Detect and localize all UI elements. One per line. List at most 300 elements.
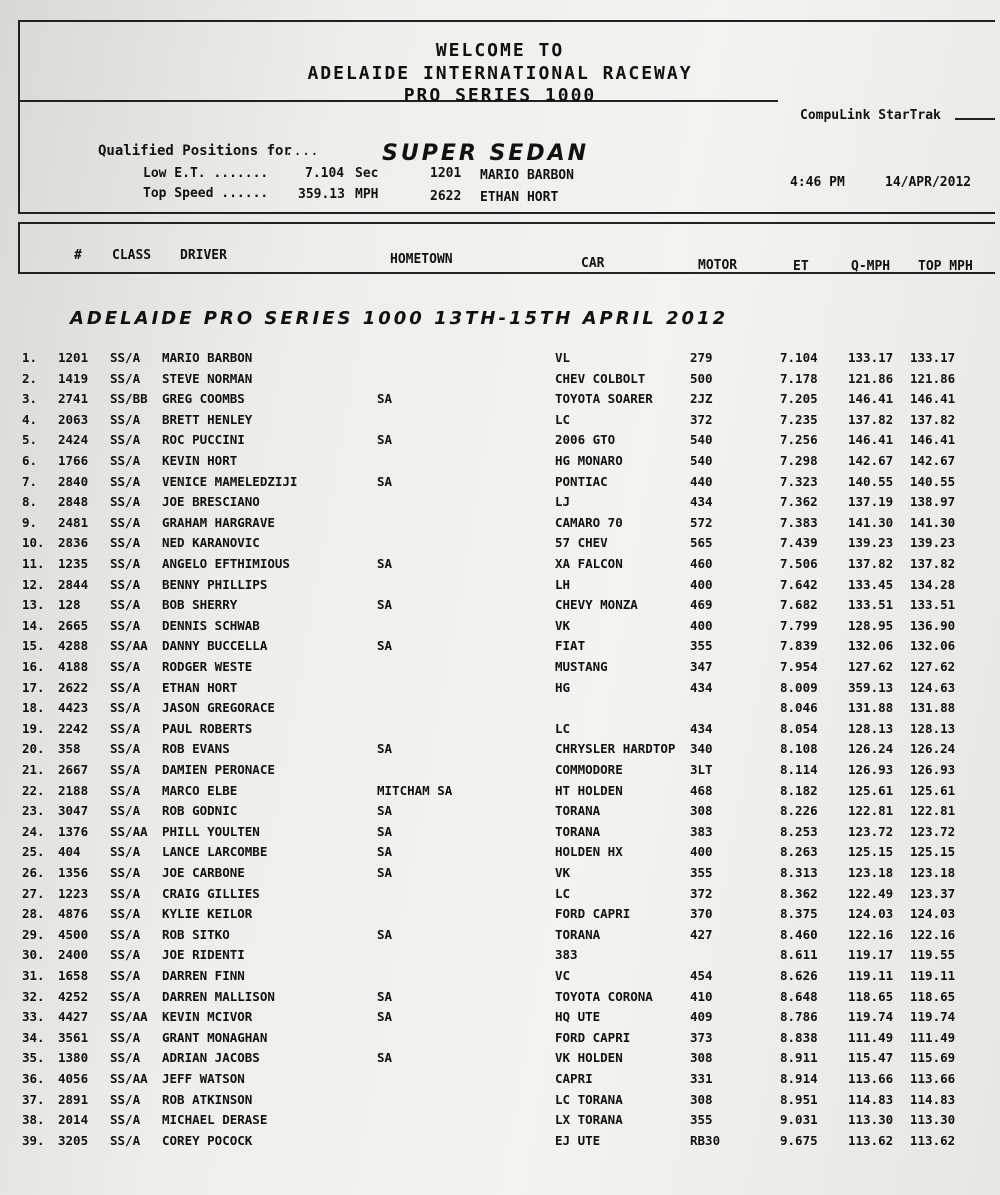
cell-position: 23. [22, 803, 45, 819]
table-row [0, 824, 1000, 844]
cell-car: 2006 GTO [555, 432, 616, 448]
cell-motor: 434 [690, 679, 713, 695]
cell-driver: DARREN FINN [162, 968, 245, 983]
cell-q-mph: 119.11 [848, 968, 894, 983]
cell-position: 33. [22, 1009, 45, 1025]
cell-q-mph: 142.67 [848, 453, 894, 468]
cell-q-mph: 359.13 [848, 679, 894, 695]
cell-car-number: 404 [58, 844, 81, 860]
cell-et: 7.362 [780, 494, 818, 510]
cell-driver: KEVIN MCIVOR [162, 1009, 253, 1025]
cell-top-mph: 123.37 [910, 885, 956, 901]
cell-top-mph: 124.63 [910, 679, 956, 695]
cell-motor: 2JZ [690, 391, 713, 407]
cell-position: 38. [22, 1112, 45, 1128]
cell-et: 7.799 [780, 617, 818, 633]
cell-motor: 468 [690, 782, 713, 798]
cell-et: 8.362 [780, 885, 818, 901]
cell-car: PONTIAC [555, 473, 608, 489]
cell-top-mph: 111.49 [910, 1029, 956, 1045]
table-row [0, 535, 1000, 555]
cell-class: SS/A [110, 535, 141, 551]
cell-car: COMMODORE [555, 762, 623, 777]
print-time: 4:46 PM [790, 175, 845, 190]
cell-car-number: 2840 [58, 473, 89, 489]
table-row [0, 515, 1000, 535]
cell-class: SS/A [110, 1050, 141, 1066]
table-row [0, 1030, 1000, 1050]
cell-et: 7.104 [780, 350, 818, 365]
cell-car-number: 4876 [58, 906, 89, 922]
cell-top-mph: 119.55 [910, 947, 956, 963]
cell-motor: 279 [690, 350, 713, 365]
cell-motor: 409 [690, 1009, 713, 1025]
col-driver: DRIVER [180, 248, 227, 263]
col-topmph: TOP MPH [918, 259, 973, 274]
cell-car-number: 3047 [58, 803, 89, 819]
table-row [0, 721, 1000, 741]
cell-position: 32. [22, 988, 45, 1004]
cell-top-mph: 141.30 [910, 514, 956, 530]
cell-motor: 383 [690, 823, 713, 839]
cell-motor: 331 [690, 1071, 713, 1086]
table-row [0, 803, 1000, 823]
cell-class: SS/AA [110, 1009, 148, 1025]
cell-car-number: 2188 [58, 782, 89, 798]
cell-position: 3. [22, 391, 38, 407]
cell-et: 8.648 [780, 988, 818, 1004]
cell-car: CHEV COLBOLT [555, 370, 646, 386]
cell-q-mph: 111.49 [848, 1029, 894, 1045]
cell-et: 8.626 [780, 968, 818, 983]
cell-top-mph: 142.67 [910, 453, 956, 468]
cell-et: 8.182 [780, 782, 818, 798]
cell-car: TORANA [555, 926, 601, 942]
cell-q-mph: 126.93 [848, 762, 894, 777]
cell-driver: ROB EVANS [162, 741, 230, 757]
qualified-dots: .... [285, 143, 319, 159]
cell-car: MUSTANG [555, 659, 608, 674]
cell-et: 7.178 [780, 370, 818, 386]
table-row [0, 556, 1000, 576]
col-qmph: Q-MPH [851, 259, 891, 274]
cell-car-number: 358 [58, 741, 81, 757]
column-header-frame [18, 222, 995, 274]
cell-car-number: 2741 [58, 391, 89, 407]
table-row [0, 989, 1000, 1009]
table-row [0, 680, 1000, 700]
cell-top-mph: 124.03 [910, 906, 956, 922]
cell-q-mph: 124.03 [848, 906, 894, 922]
cell-motor: 400 [690, 617, 713, 633]
cell-class: SS/A [110, 659, 141, 674]
cell-motor: 373 [690, 1029, 713, 1045]
cell-q-mph: 113.30 [848, 1112, 894, 1128]
cell-position: 36. [22, 1071, 45, 1086]
cell-driver: MICHAEL DERASE [162, 1112, 268, 1128]
cell-class: SS/A [110, 514, 141, 530]
cell-car-number: 2481 [58, 514, 89, 530]
cell-car-number: 3561 [58, 1029, 89, 1045]
cell-class: SS/A [110, 947, 141, 963]
cell-class: SS/A [110, 720, 141, 736]
cell-car: CAPRI [555, 1071, 593, 1086]
cell-car: HT HOLDEN [555, 782, 623, 798]
cell-motor: 308 [690, 1091, 713, 1107]
title-welcome: WELCOME TO [435, 40, 565, 61]
cell-driver: GRANT MONAGHAN [162, 1029, 268, 1045]
cell-position: 12. [22, 576, 45, 592]
cell-position: 35. [22, 1050, 45, 1066]
cell-position: 5. [22, 432, 38, 448]
cell-car-number: 2848 [58, 494, 89, 510]
cell-car: VK [555, 865, 571, 880]
cell-top-mph: 126.24 [910, 741, 956, 757]
cell-car: VK HOLDEN [555, 1050, 623, 1066]
cell-q-mph: 118.65 [848, 988, 894, 1004]
cell-car-number: 2424 [58, 432, 89, 448]
cell-motor: 572 [690, 514, 713, 530]
cell-position: 34. [22, 1029, 45, 1045]
table-row [0, 1050, 1000, 1070]
cell-car-number: 2014 [58, 1112, 89, 1128]
cell-class: SS/AA [110, 638, 148, 654]
cell-class: SS/A [110, 1112, 141, 1128]
cell-et: 9.675 [780, 1132, 818, 1148]
cell-car: CAMARO 70 [555, 514, 623, 530]
cell-position: 19. [22, 720, 45, 736]
cell-car-number: 2665 [58, 617, 89, 633]
cell-et: 7.642 [780, 576, 818, 592]
cell-top-mph: 133.51 [910, 597, 956, 613]
cell-class: SS/A [110, 865, 141, 880]
cell-q-mph: 123.72 [848, 823, 894, 839]
cell-car: VC [555, 968, 571, 983]
cell-driver: LANCE LARCOMBE [162, 844, 268, 860]
cell-position: 10. [22, 535, 45, 551]
cell-et: 8.375 [780, 906, 818, 922]
cell-hometown: SA [377, 473, 393, 489]
top-speed-number: 2622 [430, 189, 462, 204]
cell-motor: 370 [690, 906, 713, 922]
cell-class: SS/A [110, 803, 141, 819]
cell-q-mph: 133.51 [848, 597, 894, 613]
cell-top-mph: 137.82 [910, 411, 956, 427]
cell-position: 20. [22, 741, 45, 757]
col-class: CLASS [112, 248, 152, 263]
cell-position: 28. [22, 906, 45, 922]
cell-hometown: SA [377, 556, 393, 571]
top-speed-label: Top Speed ...... [143, 186, 269, 201]
table-row [0, 618, 1000, 638]
title-series: PRO SERIES 1000 [403, 85, 597, 106]
cell-q-mph: 140.55 [848, 473, 894, 489]
cell-q-mph: 133.45 [848, 576, 894, 592]
table-row [0, 350, 1000, 370]
cell-car: 57 CHEV [555, 535, 608, 551]
cell-et: 8.263 [780, 844, 818, 860]
cell-q-mph: 127.62 [848, 659, 894, 674]
cell-car: HQ UTE [555, 1009, 601, 1025]
low-et-unit: Sec [355, 166, 379, 181]
cell-q-mph: 146.41 [848, 432, 894, 448]
cell-class: SS/A [110, 844, 141, 860]
cell-class: SS/A [110, 453, 141, 468]
cell-q-mph: 113.62 [848, 1132, 894, 1148]
class-name: SUPER SEDAN [382, 141, 590, 166]
cell-position: 4. [22, 411, 38, 427]
cell-top-mph: 133.17 [910, 350, 956, 365]
cell-q-mph: 137.19 [848, 494, 894, 510]
cell-driver: ROB ATKINSON [162, 1091, 253, 1107]
cell-car: CHEVY MONZA [555, 597, 638, 613]
cell-q-mph: 137.82 [848, 556, 894, 571]
cell-top-mph: 138.97 [910, 494, 956, 510]
cell-car-number: 2667 [58, 762, 89, 777]
cell-car: FIAT [555, 638, 586, 654]
cell-car-number: 2063 [58, 411, 89, 427]
cell-hometown: MITCHAM SA [377, 782, 453, 798]
table-row [0, 886, 1000, 906]
cell-car-number: 3205 [58, 1132, 89, 1148]
cell-class: SS/A [110, 350, 141, 365]
cell-car-number: 1376 [58, 823, 89, 839]
cell-car: TORANA [555, 823, 601, 839]
cell-top-mph: 113.30 [910, 1112, 956, 1128]
cell-car: TOYOTA CORONA [555, 988, 653, 1004]
cell-position: 37. [22, 1091, 45, 1107]
cell-car: VK [555, 617, 571, 633]
cell-class: SS/A [110, 370, 141, 386]
cell-top-mph: 146.41 [910, 391, 956, 407]
cell-et: 7.506 [780, 556, 818, 571]
cell-motor: 372 [690, 411, 713, 427]
cell-driver: ANGELO EFTHIMIOUS [162, 556, 290, 571]
low-et-label: Low E.T. ....... [143, 166, 269, 181]
cell-et: 7.682 [780, 597, 818, 613]
cell-car: LC [555, 720, 571, 736]
cell-class: SS/A [110, 556, 141, 571]
cell-q-mph: 137.82 [848, 411, 894, 427]
table-row [0, 1133, 1000, 1153]
cell-top-mph: 113.62 [910, 1132, 956, 1148]
software-label: CompuLink StarTrak [800, 108, 941, 123]
cell-et: 7.439 [780, 535, 818, 551]
cell-driver: KYLIE KEILOR [162, 906, 253, 922]
cell-position: 22. [22, 782, 45, 798]
cell-q-mph: 119.17 [848, 947, 894, 963]
cell-q-mph: 146.41 [848, 391, 894, 407]
cell-et: 8.054 [780, 720, 818, 736]
cell-class: SS/AA [110, 823, 148, 839]
cell-class: SS/A [110, 1091, 141, 1107]
cell-car-number: 1223 [58, 885, 89, 901]
cell-hometown: SA [377, 1050, 393, 1066]
table-row [0, 865, 1000, 885]
cell-top-mph: 128.13 [910, 720, 956, 736]
cell-car-number: 128 [58, 597, 81, 613]
cell-position: 29. [22, 926, 45, 942]
table-row [0, 391, 1000, 411]
table-row [0, 844, 1000, 864]
cell-q-mph: 133.17 [848, 350, 894, 365]
cell-car-number: 4423 [58, 700, 89, 716]
cell-class: SS/A [110, 432, 141, 448]
cell-car-number: 2891 [58, 1091, 89, 1107]
cell-class: SS/A [110, 617, 141, 633]
cell-top-mph: 140.55 [910, 473, 956, 489]
cell-top-mph: 131.88 [910, 700, 956, 716]
cell-car-number: 2836 [58, 535, 89, 551]
cell-q-mph: 122.16 [848, 926, 894, 942]
cell-et: 7.298 [780, 453, 818, 468]
cell-q-mph: 141.30 [848, 514, 894, 530]
cell-motor: 3LT [690, 762, 713, 777]
low-et-number: 1201 [430, 166, 462, 181]
cell-top-mph: 113.66 [910, 1071, 956, 1086]
cell-driver: GREG COOMBS [162, 391, 245, 407]
cell-car: LX TORANA [555, 1112, 623, 1128]
cell-driver: ETHAN HORT [162, 679, 238, 695]
cell-et: 8.786 [780, 1009, 818, 1025]
cell-driver: STEVE NORMAN [162, 370, 253, 386]
cell-hometown: SA [377, 988, 393, 1004]
cell-driver: ROB SITKO [162, 926, 230, 942]
cell-top-mph: 115.69 [910, 1050, 956, 1066]
table-row [0, 494, 1000, 514]
cell-position: 8. [22, 494, 38, 510]
cell-car-number: 4056 [58, 1071, 89, 1086]
cell-position: 30. [22, 947, 45, 963]
cell-car-number: 2400 [58, 947, 89, 963]
cell-car-number: 2844 [58, 576, 89, 592]
cell-top-mph: 137.82 [910, 556, 956, 571]
cell-driver: DANNY BUCCELLA [162, 638, 268, 654]
cell-motor: 427 [690, 926, 713, 942]
table-row [0, 927, 1000, 947]
cell-et: 8.951 [780, 1091, 818, 1107]
col-hometown: HOMETOWN [390, 252, 453, 267]
cell-car: 383 [555, 947, 578, 963]
cell-class: SS/A [110, 988, 141, 1004]
cell-hometown: SA [377, 926, 393, 942]
cell-et: 8.914 [780, 1071, 818, 1086]
cell-position: 39. [22, 1132, 45, 1148]
cell-position: 7. [22, 473, 38, 489]
cell-car: HG [555, 679, 571, 695]
cell-motor: 400 [690, 576, 713, 592]
cell-position: 27. [22, 885, 45, 901]
cell-class: SS/A [110, 411, 141, 427]
cell-driver: BOB SHERRY [162, 597, 238, 613]
table-row [0, 1092, 1000, 1112]
cell-driver: JEFF WATSON [162, 1071, 245, 1086]
low-et-value: 7.104 [305, 166, 345, 181]
cell-driver: JOE RIDENTI [162, 947, 245, 963]
cell-class: SS/A [110, 885, 141, 901]
table-row [0, 947, 1000, 967]
cell-et: 8.009 [780, 679, 818, 695]
cell-motor: 454 [690, 968, 713, 983]
cell-class: SS/A [110, 576, 141, 592]
cell-motor: 500 [690, 370, 713, 386]
cell-car: LC TORANA [555, 1091, 623, 1107]
table-row [0, 1071, 1000, 1091]
cell-class: SS/A [110, 679, 141, 695]
cell-top-mph: 118.65 [910, 988, 956, 1004]
cell-car-number: 1419 [58, 370, 89, 386]
cell-driver: PHILL YOULTEN [162, 823, 260, 839]
table-row [0, 412, 1000, 432]
cell-car-number: 2242 [58, 720, 89, 736]
cell-q-mph: 113.66 [848, 1071, 894, 1086]
cell-q-mph: 125.61 [848, 782, 894, 798]
cell-motor: 308 [690, 1050, 713, 1066]
cell-position: 2. [22, 370, 38, 386]
cell-hometown: SA [377, 803, 393, 819]
cell-class: SS/A [110, 473, 141, 489]
cell-q-mph: 126.24 [848, 741, 894, 757]
cell-hometown: SA [377, 597, 393, 613]
cell-position: 26. [22, 865, 45, 880]
cell-position: 11. [22, 556, 45, 571]
low-et-driver: MARIO BARBON [480, 168, 574, 183]
cell-motor: 400 [690, 844, 713, 860]
cell-et: 8.611 [780, 947, 818, 963]
cell-position: 21. [22, 762, 45, 777]
cell-motor: 540 [690, 453, 713, 468]
cell-position: 6. [22, 453, 38, 468]
cell-q-mph: 122.49 [848, 885, 894, 901]
cell-motor: 410 [690, 988, 713, 1004]
cell-motor: 440 [690, 473, 713, 489]
cell-car-number: 2622 [58, 679, 89, 695]
cell-car: XA FALCON [555, 556, 623, 571]
cell-hometown: SA [377, 1009, 393, 1025]
cell-car: FORD CAPRI [555, 906, 631, 922]
cell-top-mph: 139.23 [910, 535, 956, 551]
cell-q-mph: 114.83 [848, 1091, 894, 1107]
cell-motor: 340 [690, 741, 713, 757]
cell-car-number: 4188 [58, 659, 89, 674]
cell-car-number: 1356 [58, 865, 89, 880]
cell-driver: MARCO ELBE [162, 782, 238, 798]
cell-class: SS/A [110, 597, 141, 613]
cell-position: 25. [22, 844, 45, 860]
title-venue: ADELAIDE INTERNATIONAL RACEWAY [307, 63, 693, 84]
table-row [0, 432, 1000, 452]
cell-driver: MARIO BARBON [162, 350, 253, 365]
cell-driver: KEVIN HORT [162, 453, 238, 468]
cell-et: 8.226 [780, 803, 818, 819]
col-num: # [74, 248, 82, 263]
cell-car: LH [555, 576, 571, 592]
cell-motor: 460 [690, 556, 713, 571]
cell-car-number: 1201 [58, 350, 89, 365]
table-row [0, 741, 1000, 761]
cell-car: TORANA [555, 803, 601, 819]
cell-driver: COREY POCOCK [162, 1132, 253, 1148]
table-row [0, 371, 1000, 391]
cell-top-mph: 134.28 [910, 576, 956, 592]
cell-hometown: SA [377, 638, 393, 654]
cell-car-number: 1380 [58, 1050, 89, 1066]
cell-class: SS/A [110, 906, 141, 922]
cell-et: 7.205 [780, 391, 818, 407]
cell-position: 24. [22, 823, 45, 839]
cell-motor: 540 [690, 432, 713, 448]
cell-et: 8.460 [780, 926, 818, 942]
